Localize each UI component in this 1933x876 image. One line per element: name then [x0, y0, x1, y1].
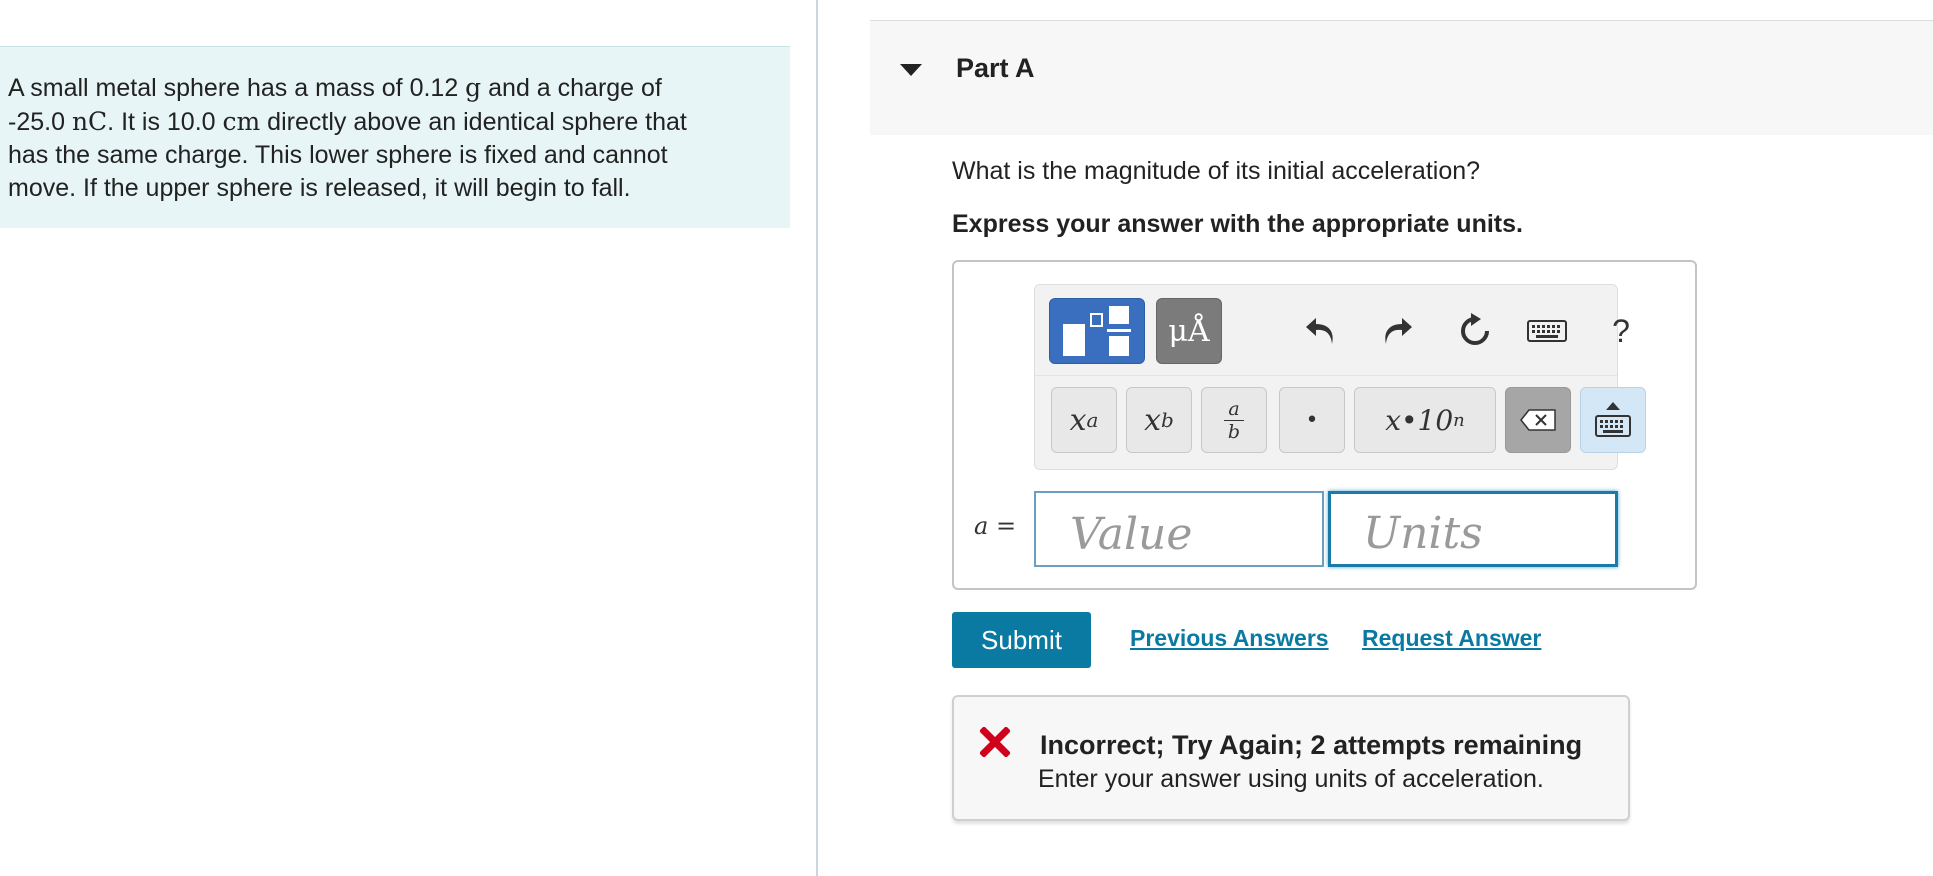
mass-unit: g — [465, 73, 482, 102]
question-prompt: What is the magnitude of its initial acceleration? — [952, 157, 1481, 185]
redo-icon[interactable] — [1375, 309, 1419, 353]
problem-line-4: move. If the upper sphere is released, it will begin to fall. — [8, 174, 631, 202]
part-header[interactable] — [870, 20, 1933, 135]
problem-line-3: has the same charge. This lower sphere is fixed and cannot — [8, 141, 668, 169]
value-input[interactable] — [1034, 491, 1324, 567]
help-button[interactable]: ? — [1612, 312, 1630, 349]
variable-label: a = — [974, 512, 1017, 540]
units-input[interactable] — [1328, 491, 1618, 567]
math-toolbar — [1034, 284, 1630, 470]
problem-line-2: -25.0 nC. It is 10.0 cm directly above an identical sphere that — [8, 107, 687, 136]
answer-box — [952, 260, 1697, 590]
previous-answers-link[interactable]: Previous Answers — [1130, 625, 1329, 651]
fraction-key[interactable]: a b — [1201, 387, 1267, 453]
toggle-keyboard-key[interactable] — [1580, 387, 1646, 453]
scientific-notation-key[interactable]: x•10 n — [1354, 387, 1496, 453]
templates-button[interactable] — [1049, 298, 1145, 364]
distance-unit: cm — [222, 107, 261, 136]
keyboard-up-icon — [1594, 400, 1632, 440]
part-title: Part A — [956, 53, 1035, 83]
feedback-message: Enter your answer using units of acceleration. — [1038, 765, 1544, 793]
collapse-caret-icon[interactable] — [900, 64, 922, 76]
keyboard-icon[interactable] — [1525, 309, 1569, 353]
incorrect-x-icon — [980, 727, 1010, 762]
reset-icon[interactable] — [1453, 309, 1497, 353]
undo-icon[interactable] — [1299, 309, 1343, 353]
charge-unit: nC — [71, 107, 108, 136]
pane-divider[interactable] — [816, 0, 818, 876]
problem-pane — [0, 0, 816, 876]
dot-key[interactable]: • — [1279, 387, 1345, 453]
backspace-icon — [1520, 409, 1556, 431]
problem-statement — [0, 46, 790, 228]
feedback-title: Incorrect; Try Again; 2 attempts remaining — [1040, 730, 1583, 760]
problem-line-1: A small metal sphere has a mass of 0.12 g and a charge of — [8, 73, 662, 102]
toolbar-separator — [1035, 375, 1617, 376]
submit-button[interactable]: Submit — [952, 612, 1091, 668]
subscript-key[interactable]: x b — [1126, 387, 1192, 453]
request-answer-link[interactable]: Request Answer — [1362, 625, 1542, 651]
templates-icon — [1061, 304, 1133, 358]
units-button[interactable]: μÅ — [1156, 298, 1222, 364]
backspace-key[interactable] — [1505, 387, 1571, 453]
feedback-panel — [952, 695, 1630, 821]
answer-instruction: Express your answer with the appropriate units. — [952, 210, 1523, 238]
superscript-key[interactable]: x a — [1051, 387, 1117, 453]
